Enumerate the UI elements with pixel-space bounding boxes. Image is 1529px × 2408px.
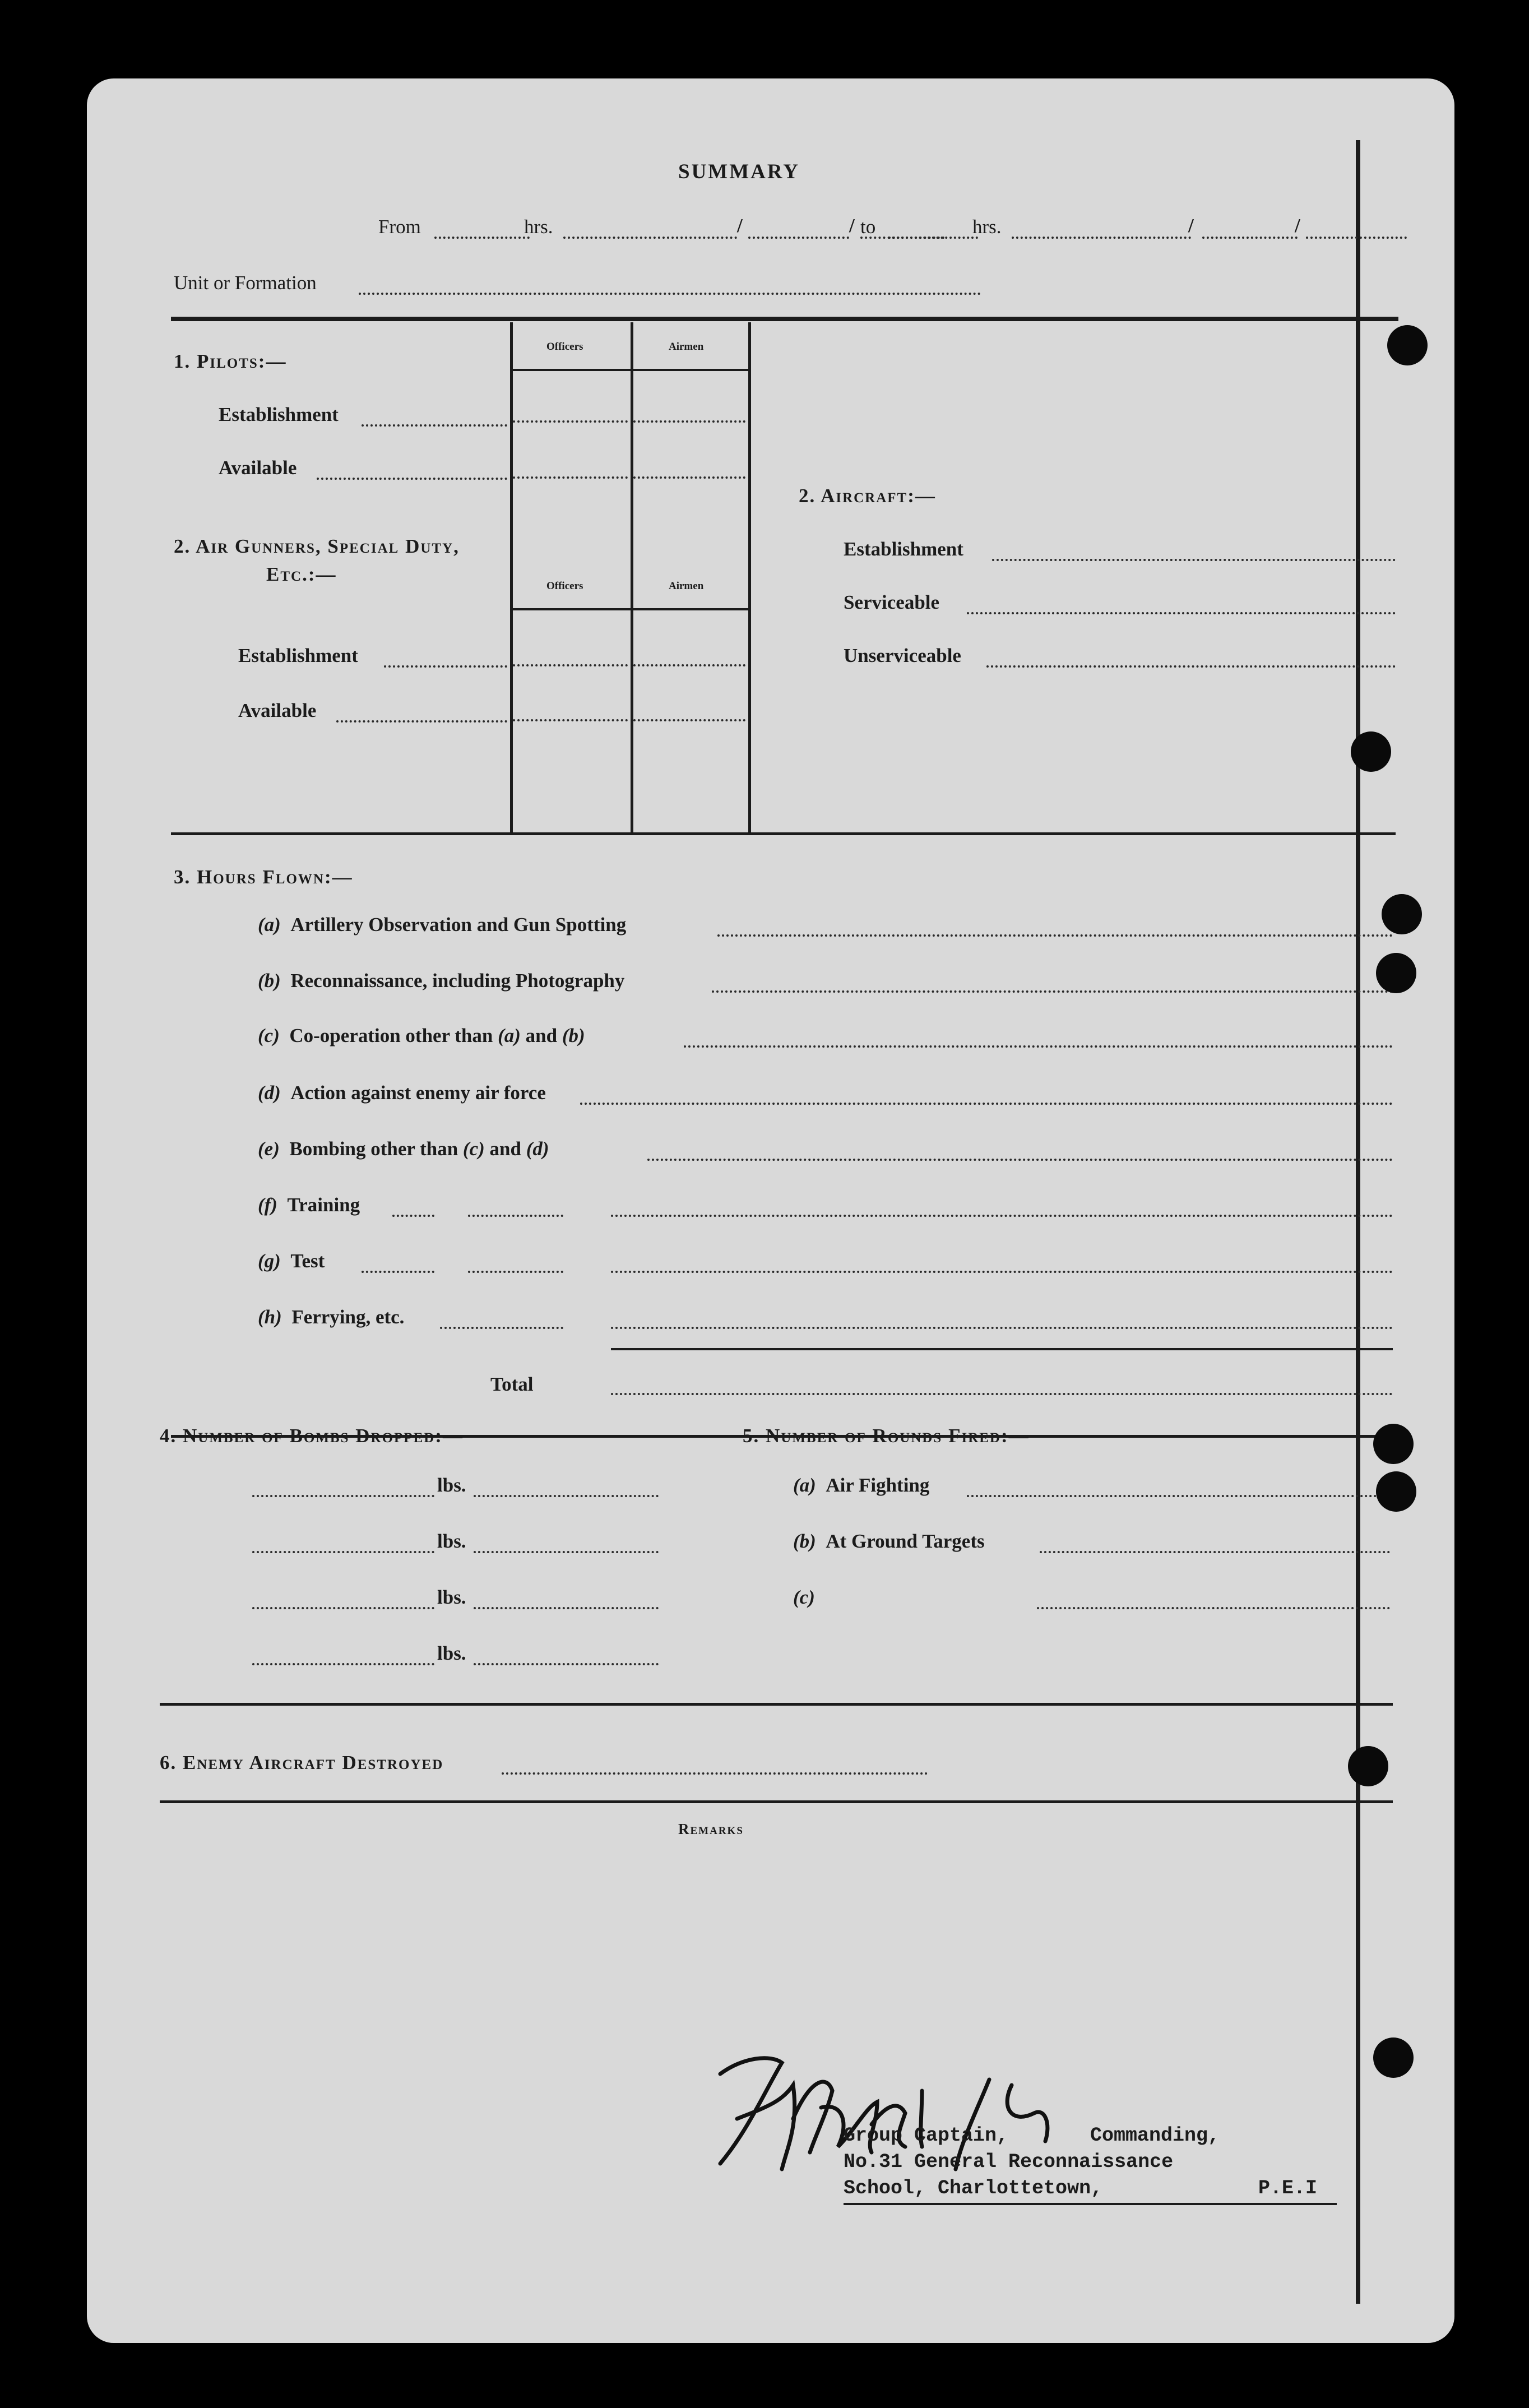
gunners-officers-col: Officers (546, 580, 583, 592)
binder-hole-8 (1373, 2037, 1414, 2078)
hours-field-e[interactable] (647, 1159, 1393, 1161)
from-day-field[interactable] (748, 237, 849, 239)
bombs-weight-4[interactable] (474, 1663, 659, 1665)
total-field[interactable] (611, 1393, 1393, 1395)
hours-field-b[interactable] (712, 990, 1393, 993)
unit-formation-label: Unit or Formation (174, 272, 317, 294)
aircraft-heading: 2. Aircraft:— (799, 485, 936, 507)
binder-hole-5 (1373, 1424, 1414, 1464)
pilots-heading: 1. Pilots:— (174, 350, 287, 372)
section-rule-3 (160, 1703, 1393, 1706)
enemy-aircraft-field[interactable] (502, 1772, 928, 1775)
binder-hole-6 (1376, 1471, 1416, 1512)
bombs-lbs-2: lbs. (437, 1530, 466, 1552)
hrs-label-1: hrs. (524, 216, 553, 238)
to-day-field[interactable] (1202, 237, 1298, 239)
form-title: SUMMARY (678, 160, 800, 183)
hours-field-f-2[interactable] (468, 1215, 563, 1217)
remarks-heading: Remarks (678, 1821, 744, 1837)
hours-flown-heading: 3. Hours Flown:— (174, 866, 353, 888)
hours-item-f: (f) Training (258, 1194, 360, 1216)
section-rule-4 (160, 1800, 1393, 1803)
aircraft-establishment-label: Establishment (844, 538, 963, 560)
slash-2: / (849, 215, 855, 237)
form-sheet (87, 78, 1454, 2343)
bombs-lbs-3: lbs. (437, 1586, 466, 1608)
bombs-lbs-4: lbs. (437, 1642, 466, 1664)
hours-field-d[interactable] (580, 1103, 1393, 1105)
to-year-field[interactable] (1306, 237, 1407, 239)
pilots-available-label: Available (219, 457, 297, 479)
hours-field-c[interactable] (684, 1045, 1393, 1048)
aircraft-serviceable-label: Serviceable (844, 591, 940, 613)
gunners-header-rule (510, 608, 751, 610)
signature-province: P.E.I (1258, 2177, 1318, 2199)
from-field[interactable] (434, 237, 530, 239)
aircraft-unserviceable-field[interactable] (986, 665, 1396, 668)
signature-role: Commanding, (1090, 2124, 1220, 2147)
total-label: Total (490, 1373, 534, 1395)
binder-hole-2 (1351, 731, 1391, 772)
binder-hole-1 (1387, 325, 1428, 365)
hours-field-h-2[interactable] (611, 1327, 1393, 1329)
pilots-available-field[interactable] (317, 478, 507, 480)
from-label: From (378, 216, 421, 238)
hours-field-a[interactable] (717, 934, 1393, 937)
rounds-item-c: (c) (793, 1586, 815, 1608)
gunners-avail-airmen[interactable] (633, 719, 745, 721)
pilots-airmen-col: Airmen (669, 341, 704, 353)
aircraft-unserviceable-label: Unserviceable (844, 645, 961, 666)
binder-hole-7 (1348, 1746, 1388, 1786)
hours-field-h-1[interactable] (440, 1327, 563, 1329)
rounds-field-c[interactable] (1037, 1607, 1390, 1609)
pilots-est-officers[interactable] (513, 420, 628, 423)
bombs-weight-1[interactable] (474, 1495, 659, 1497)
binder-hole-3 (1382, 894, 1422, 934)
bombs-lbs-1: lbs. (437, 1474, 466, 1496)
slash-4: / (1295, 215, 1300, 237)
from-hrs-field[interactable] (563, 237, 737, 239)
hours-item-a: (a) Artillery Observation and Gun Spotting (258, 914, 627, 936)
air-gunners-heading-etc: Etc.:— (266, 563, 337, 585)
table-right-border (748, 322, 751, 832)
aircraft-serviceable-field[interactable] (967, 612, 1396, 614)
table-mid-border (631, 322, 633, 832)
hours-item-b: (b) Reconnaissance, including Photography (258, 970, 625, 992)
total-rule (611, 1348, 1393, 1350)
rounds-item-a: (a) Air Fighting (793, 1474, 930, 1496)
rounds-heading: 5. Number of Rounds Fired:— (743, 1425, 1030, 1447)
hours-item-g: (g) Test (258, 1250, 325, 1272)
bombs-weight-2[interactable] (474, 1551, 659, 1553)
air-gunners-heading: 2. Air Gunners, Special Duty, (174, 535, 460, 557)
gunners-avail-officers[interactable] (513, 719, 628, 721)
bombs-field-3[interactable] (252, 1607, 434, 1609)
pilots-header-rule (510, 369, 751, 371)
gunners-establishment-label: Establishment (238, 645, 358, 666)
pilots-establishment-label: Establishment (219, 404, 339, 425)
slash-1: / (737, 215, 743, 237)
pilots-avail-officers[interactable] (513, 476, 628, 479)
section-rule-1 (171, 832, 1396, 835)
unit-formation-field[interactable] (359, 293, 981, 295)
hrs-label-2: hrs. (972, 216, 1002, 238)
enemy-aircraft-heading: 6. Enemy Aircraft Destroyed (160, 1752, 444, 1773)
signature-rank: Group Captain, (844, 2124, 1009, 2147)
hours-field-g-1[interactable] (362, 1271, 434, 1273)
pilots-officers-col: Officers (546, 341, 583, 353)
bombs-weight-3[interactable] (474, 1607, 659, 1609)
bombs-heading: 4. Number of Bombs Dropped:— (160, 1425, 464, 1447)
gunners-establishment-field[interactable] (384, 665, 507, 668)
hours-item-h: (h) Ferrying, etc. (258, 1306, 405, 1328)
gunners-available-field[interactable] (336, 720, 507, 723)
gunners-est-airmen[interactable] (633, 664, 745, 666)
table-left-border (510, 322, 513, 832)
hours-item-c: (c) Co-operation other than (a) and (b) (258, 1025, 585, 1046)
to-hrs-field[interactable] (1012, 237, 1191, 239)
hours-item-d: (d) Action against enemy air force (258, 1082, 546, 1104)
gunners-airmen-col: Airmen (669, 580, 704, 592)
bombs-field-1[interactable] (252, 1495, 434, 1497)
gunners-est-officers[interactable] (513, 664, 628, 666)
rounds-field-a[interactable] (967, 1495, 1390, 1497)
rounds-field-b[interactable] (1040, 1551, 1390, 1553)
signature-location: School, Charlottetown, (844, 2177, 1103, 2199)
hours-field-f-1[interactable] (392, 1215, 434, 1217)
gunners-available-label: Available (238, 700, 317, 721)
pilots-est-airmen[interactable] (633, 420, 745, 423)
rounds-item-b: (b) At Ground Targets (793, 1530, 985, 1552)
signature-unit: No.31 General Reconnaissance (844, 2151, 1174, 2173)
hours-item-e: (e) Bombing other than (c) and (d) (258, 1138, 549, 1160)
binder-hole-4 (1376, 953, 1416, 993)
aircraft-establishment-field[interactable] (992, 559, 1396, 561)
hours-field-g-3[interactable] (611, 1271, 1393, 1273)
pilots-establishment-field[interactable] (362, 424, 507, 427)
bombs-field-2[interactable] (252, 1551, 434, 1553)
hours-field-g-2[interactable] (468, 1271, 563, 1273)
to-field[interactable] (888, 237, 978, 239)
bombs-field-4[interactable] (252, 1663, 434, 1665)
hours-field-f-3[interactable] (611, 1215, 1393, 1217)
signature-underline (844, 2203, 1337, 2205)
pilots-avail-airmen[interactable] (633, 476, 745, 479)
slash-3: / (1188, 215, 1194, 237)
header-rule (171, 317, 1398, 321)
to-label: to (860, 216, 876, 238)
